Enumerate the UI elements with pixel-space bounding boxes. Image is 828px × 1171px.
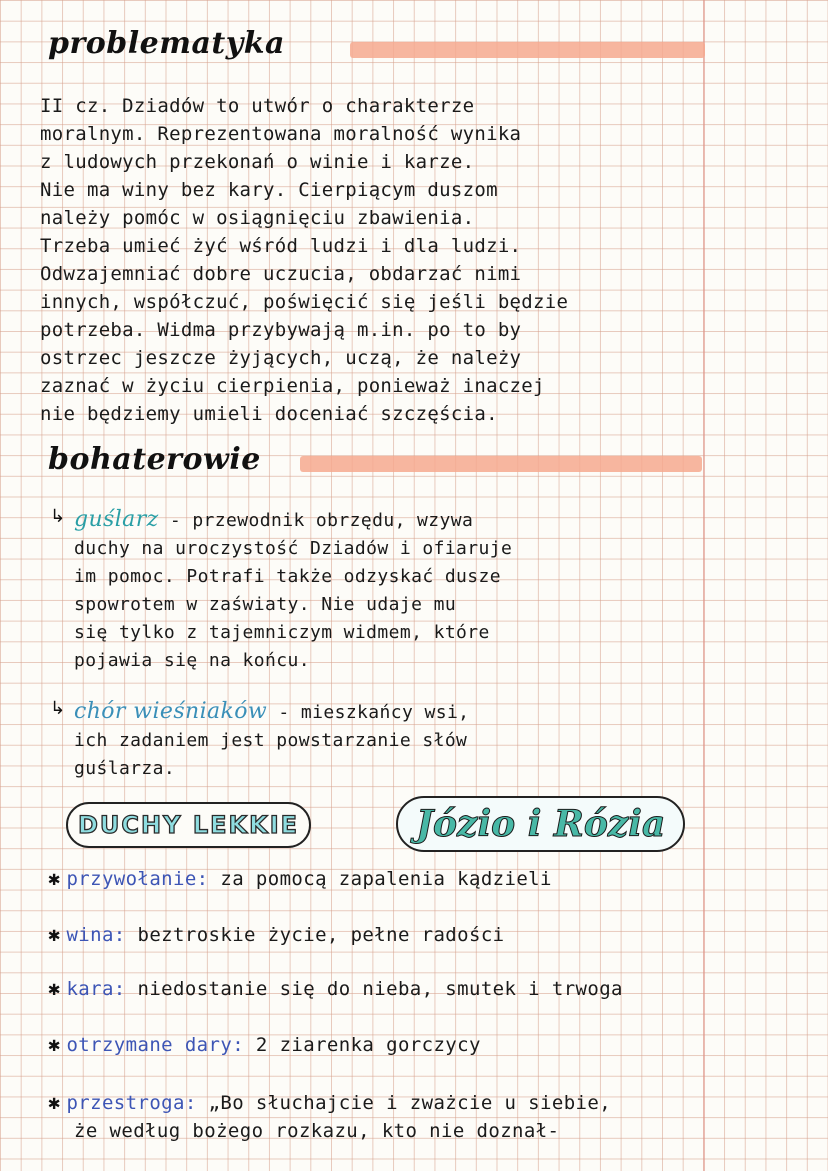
detail-value: niedostanie się do nieba, smutek i trwoga bbox=[125, 978, 623, 1000]
star-bullet-icon: ✱ bbox=[48, 1090, 61, 1114]
detail-label: otrzymane dary: bbox=[66, 1034, 245, 1056]
character-description: - przewodnik obrzędu, wzywa bbox=[158, 510, 474, 531]
character-chor bbox=[50, 698, 690, 783]
character-guslarz bbox=[50, 506, 690, 675]
problem-line: z ludowych przekonań o winie i karze. bbox=[40, 151, 475, 173]
problem-line: innych, współczuć, poświęcić się jeśli będzie bbox=[40, 291, 569, 313]
ghost-names-title: Józio i Rózia bbox=[396, 796, 685, 852]
character-line: się tylko z tajemniczym widmem, które bbox=[74, 622, 490, 643]
detail-row-summoning bbox=[48, 866, 788, 890]
section-heading-problem bbox=[48, 26, 285, 66]
heading-highlight-problem bbox=[350, 42, 705, 58]
character-line: duchy na uroczystość Dziadów i ofiaruje bbox=[74, 538, 513, 559]
character-line: spowrotem w zaświaty. Nie udaje mu bbox=[74, 594, 457, 615]
character-line: ich zadaniem jest powstarzanie słów bbox=[74, 730, 468, 751]
character-line: pojawia się na końcu. bbox=[74, 650, 310, 671]
detail-value-continued: że według bożego rozkazu, kto nie doznał- bbox=[74, 1120, 560, 1142]
character-name: guślarz bbox=[74, 507, 159, 532]
star-bullet-icon: ✱ bbox=[48, 922, 61, 946]
detail-label: kara: bbox=[66, 978, 126, 1000]
star-bullet-icon: ✱ bbox=[48, 1032, 61, 1056]
problem-paragraph bbox=[40, 92, 690, 428]
character-name: chór wieśniaków bbox=[74, 699, 268, 724]
problem-line: potrzeba. Widma przybywają m.in. po to by bbox=[40, 319, 522, 341]
problem-line: należy pomóc w osiągnięciu zbawienia. bbox=[40, 207, 475, 229]
arrow-bullet-icon: ↳ bbox=[50, 698, 66, 719]
problem-line: Odwzajemniać dobre uczucia, obdarzać nimi bbox=[40, 263, 522, 285]
detail-row-guilt bbox=[48, 922, 788, 946]
ghost-category-label: DUCHY LEKKIE bbox=[66, 802, 311, 848]
heading-bohaterowie: bohaterowie bbox=[48, 442, 261, 477]
detail-label: przestroga: bbox=[66, 1092, 197, 1114]
heading-problematyka: problematyka bbox=[48, 26, 285, 61]
star-bullet-icon: ✱ bbox=[48, 976, 61, 1000]
problem-line: II cz. Dziadów to utwór o charakterze bbox=[40, 95, 475, 117]
heading-highlight-heroes bbox=[300, 456, 702, 472]
detail-value: 2 ziarenka gorczycy bbox=[244, 1034, 481, 1056]
detail-row-warning bbox=[48, 1088, 788, 1145]
detail-value: „Bo słuchajcie i zważcie u siebie, bbox=[196, 1092, 612, 1114]
problem-line: Nie ma winy bez kary. Cierpiącym duszom bbox=[40, 179, 498, 201]
detail-label: przywołanie: bbox=[66, 868, 209, 890]
problem-line: moralnym. Reprezentowana moralność wynika bbox=[40, 123, 522, 145]
character-line: guślarza. bbox=[74, 758, 176, 779]
ghost-banner bbox=[66, 796, 786, 858]
detail-label: wina: bbox=[66, 924, 126, 946]
star-bullet-icon: ✱ bbox=[48, 866, 61, 890]
character-line: im pomoc. Potrafi także odzyskać dusze bbox=[74, 566, 502, 587]
character-description: - mieszkańcy wsi, bbox=[267, 702, 470, 723]
arrow-bullet-icon: ↳ bbox=[50, 506, 66, 527]
problem-line: Trzeba umieć żyć wśród ludzi i dla ludzi. bbox=[40, 235, 522, 257]
problem-line: ostrzec jeszcze żyjących, uczą, że należy bbox=[40, 347, 522, 369]
detail-value: za pomocą zapalenia kądzieli bbox=[208, 868, 552, 890]
detail-row-gifts bbox=[48, 1032, 788, 1056]
problem-line: nie będziemy umieli doceniać szczęścia. bbox=[40, 403, 498, 425]
detail-row-punishment bbox=[48, 976, 788, 1000]
section-heading-heroes bbox=[48, 442, 261, 482]
problem-line: zaznać w życiu cierpienia, ponieważ inaczej bbox=[40, 375, 545, 397]
detail-value: beztroskie życie, pełne radości bbox=[125, 924, 505, 946]
